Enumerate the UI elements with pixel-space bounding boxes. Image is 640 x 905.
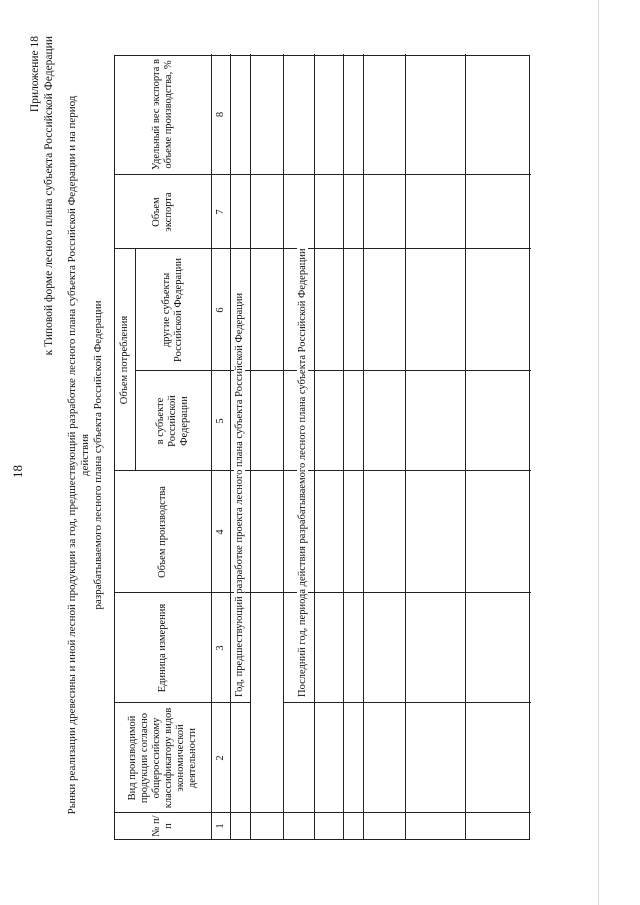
row-line xyxy=(250,54,251,839)
column-number: 2 xyxy=(214,755,226,761)
row-line xyxy=(135,249,136,471)
section-last-year: Последний год, периода действия разрабатываемого лесного плана субъекта Российской Федерации xyxy=(297,248,308,697)
col-line xyxy=(115,470,531,471)
col-line xyxy=(115,592,531,593)
header-production: Объем производства xyxy=(157,486,168,578)
section-previous-year: Год, предшествующий разработке проекта лесного плана субъекта Российской Федерации xyxy=(234,292,245,697)
column-number: 1 xyxy=(214,823,226,829)
header-num: № п/п xyxy=(151,815,174,837)
column-number: 6 xyxy=(214,307,226,313)
header-product: Вид производимой продукции согласно общероссийскому классификатору видов экономической деятельности xyxy=(127,707,198,809)
column-number: 8 xyxy=(214,111,226,118)
header-consumption: Объем потребления xyxy=(119,315,130,405)
col-line xyxy=(283,702,531,703)
row-line xyxy=(283,54,284,839)
markets-table xyxy=(114,55,530,840)
page-number: 18 xyxy=(10,465,25,478)
column-number: 7 xyxy=(214,209,226,215)
header-export-share: Удельный вес экспорта в объеме производства, % xyxy=(151,59,174,170)
document-title-line-1: Рынки реализации древесины и иной лесной продукции за год, предшествующий разработке лесного плана субъекта Российской Федерации и на период действия xyxy=(66,95,91,815)
row-line xyxy=(405,54,406,839)
column-number: 3 xyxy=(214,645,226,651)
row-line xyxy=(314,54,315,839)
header-consumption-in-subject: в субъекте Российской Федерации xyxy=(155,395,190,447)
appendix-number: Приложение 18 xyxy=(29,36,41,113)
document-title xyxy=(66,75,105,835)
row-line xyxy=(363,54,364,839)
header-export: Объем экспорта xyxy=(151,192,174,232)
row-line xyxy=(465,54,466,839)
col-line xyxy=(115,248,531,249)
appendix-reference: к Типовой форме лесного плана субъекта Российской Федерации xyxy=(43,36,55,356)
scan-edge xyxy=(598,0,599,905)
header-consumption-other-subjects: другие субъекты Российской Федерации xyxy=(161,258,184,362)
column-number: 5 xyxy=(214,418,226,424)
column-number: 4 xyxy=(214,529,226,535)
row-line xyxy=(230,54,231,839)
col-line xyxy=(115,174,531,175)
row-line xyxy=(343,54,344,839)
header-unit: Единица измерения xyxy=(157,603,168,693)
col-line xyxy=(135,370,531,371)
document-title-line-2: разрабатываемого лесного плана субъекта Российской Федерации xyxy=(92,300,104,610)
